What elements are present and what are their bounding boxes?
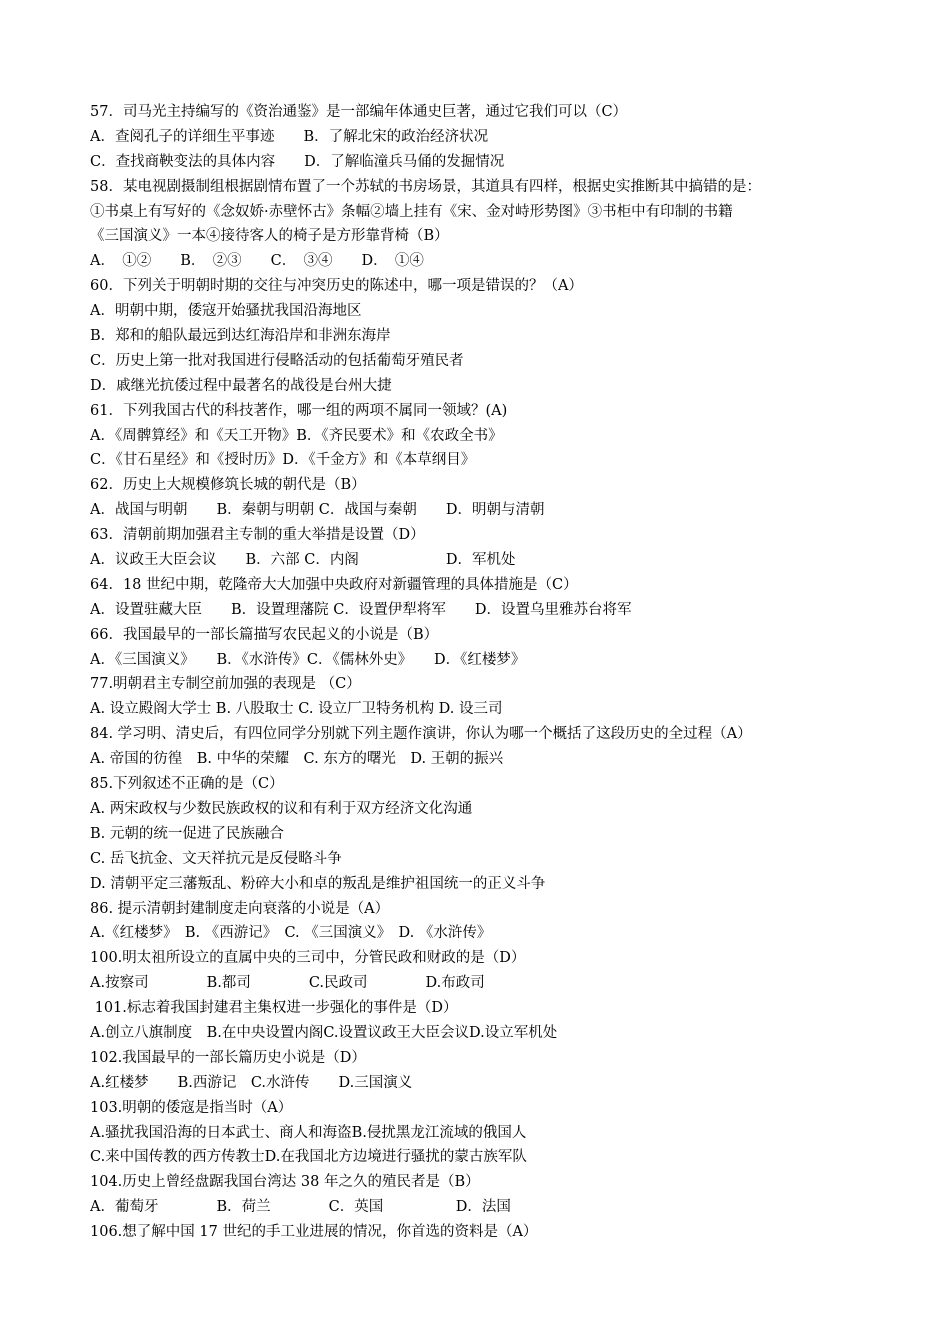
text-line: C．《甘石星经》和《授时历》D．《千金方》和《本草纲目》 xyxy=(90,452,476,469)
text-line: A．明朝中期，倭寇开始骚扰我国沿海地区 xyxy=(90,303,362,320)
text-line: 102.我国最早的一部长篇历史小说是（D） xyxy=(90,1049,366,1066)
text-line: A．查阅孔子的详细生平事迹 B．了解北宋的政治经济状况 xyxy=(90,128,489,145)
text-line: A.创立八旗制度 B.在中央设置内阁C.设置议政王大臣会议D.设立军机处 xyxy=(90,1024,558,1041)
text-line: 58．某电视剧摄制组根据剧情布置了一个苏轼的书房场景，其道具有四样，根据史实推断其中搞错的是： xyxy=(90,178,761,195)
text-line: 62．历史上大规模修筑长城的朝代是（B） xyxy=(90,477,366,494)
document-page xyxy=(90,100,870,1245)
text-line: 106.想了解中国 17 世纪的手工业进展的情况，你首选的资料是（A） xyxy=(90,1224,538,1241)
text-line: A．葡萄牙 B．荷兰 C．英国 D．法国 xyxy=(90,1199,511,1216)
text-line: 100.明太祖所设立的直属中央的三司中，分管民政和财政的是（D） xyxy=(90,950,526,967)
text-line: A. 设立殿阁大学士 B. 八股取士 C. 设立厂卫特务机构 D. 设三司 xyxy=(90,701,503,718)
text-line: C．历史上第一批对我国进行侵略活动的包括葡萄牙殖民者 xyxy=(90,352,464,369)
text-line: A．《三国演义》 B．《水浒传》C．《儒林外史》 D．《红楼梦》 xyxy=(90,651,526,668)
text-line: 104.历史上曾经盘踞我国台湾达 38 年之久的殖民者是（B） xyxy=(90,1174,480,1191)
text-line: D. 清朝平定三藩叛乱、粉碎大小和卓的叛乱是维护祖国统一的正义斗争 xyxy=(90,875,546,892)
text-line: A. 两宋政权与少数民族政权的议和有利于双方经济文化沟通 xyxy=(90,800,473,817)
text-line: 57．司马光主持编写的《资治通鉴》是一部编年体通史巨著，通过它我们可以（C） xyxy=(90,104,628,120)
text-line: 63．清朝前期加强君主专制的重大举措是设置（D） xyxy=(90,527,425,544)
text-line: D．戚继光抗倭过程中最著名的战役是台州大捷 xyxy=(90,377,392,394)
text-line: 61．下列我国古代的科技著作，哪一组的两项不属同一领域？(A) xyxy=(90,402,508,419)
text-line: 66．我国最早的一部长篇描写农民起义的小说是（B） xyxy=(90,626,439,643)
text-line: A．议政王大臣会议 B．六部 C．内阁 D．军机处 xyxy=(90,552,516,569)
text-line: 85.下列叙述不正确的是（C） xyxy=(90,776,284,793)
text-line: 84. 学习明、清史后，有四位同学分别就下列主题作演讲，你认为哪一个概括了这段历史的全过程（A） xyxy=(90,726,752,743)
text-line: 101.标志着我国封建君主集权进一步强化的事件是（D） xyxy=(90,1000,458,1017)
text-line: 《三国演义》一本④接待客人的椅子是方形靠背椅（B） xyxy=(90,228,449,245)
text-line: A．《周髀算经》和《天工开物》B．《齐民要术》和《农政全书》 xyxy=(90,427,503,444)
text-line: C．查找商鞅变法的具体内容 D．了解临潼兵马俑的发掘情况 xyxy=(90,153,505,170)
text-line: A.《红楼梦》 B. 《西游记》 C. 《三国演义》 D. 《水浒传》 xyxy=(90,925,492,942)
text-line: 64．18 世纪中期，乾隆帝大大加强中央政府对新疆管理的具体措施是（C） xyxy=(90,576,578,593)
text-line: 77.明朝君主专制空前加强的表现是 （C） xyxy=(90,676,361,693)
text-line: A．战国与明朝 B．秦朝与明朝 C．战国与秦朝 D．明朝与清朝 xyxy=(90,502,545,519)
text-line: A.按察司 B.都司 C.民政司 D.布政司 xyxy=(90,975,485,992)
text-line: B．郑和的船队最远到达红海沿岸和非洲东海岸 xyxy=(90,328,391,345)
text-line: A. 帝国的彷徨 B. 中华的荣耀 C. 东方的曙光 D. 王朝的振兴 xyxy=(90,751,504,768)
text-line: ①书桌上有写好的《念奴娇·赤壁怀古》条幅②墙上挂有《宋、金对峙形势图》③书柜中有印制的书籍 xyxy=(90,203,733,220)
text-line: A.骚扰我国沿海的日本武士、商人和海盗B.侵扰黑龙江流域的俄国人 xyxy=(90,1124,527,1141)
text-line: B. 元朝的统一促进了民族融合 xyxy=(90,825,284,842)
text-line: 60．下列关于明朝时期的交往与冲突历史的陈述中，哪一项是错误的？（A） xyxy=(90,278,583,295)
text-line: A.红楼梦 B.西游记 C.水浒传 D.三国演义 xyxy=(90,1074,413,1091)
text-line: C. 岳飞抗金、文天祥抗元是反侵略斗争 xyxy=(90,850,342,867)
text-line: 86. 提示清朝封建制度走向衰落的小说是（A） xyxy=(90,900,390,917)
text-line: 103.明朝的倭寇是指当时（A） xyxy=(90,1099,293,1116)
text-line: A． ①② B． ②③ C． ③④ D． ①④ xyxy=(90,253,424,270)
text-line: C.来中国传教的西方传教士D.在我国北方边境进行骚扰的蒙古族军队 xyxy=(90,1149,527,1166)
text-line: A．设置驻藏大臣 B．设置理藩院 C．设置伊犁将军 D．设置乌里雅苏台将军 xyxy=(90,601,632,618)
